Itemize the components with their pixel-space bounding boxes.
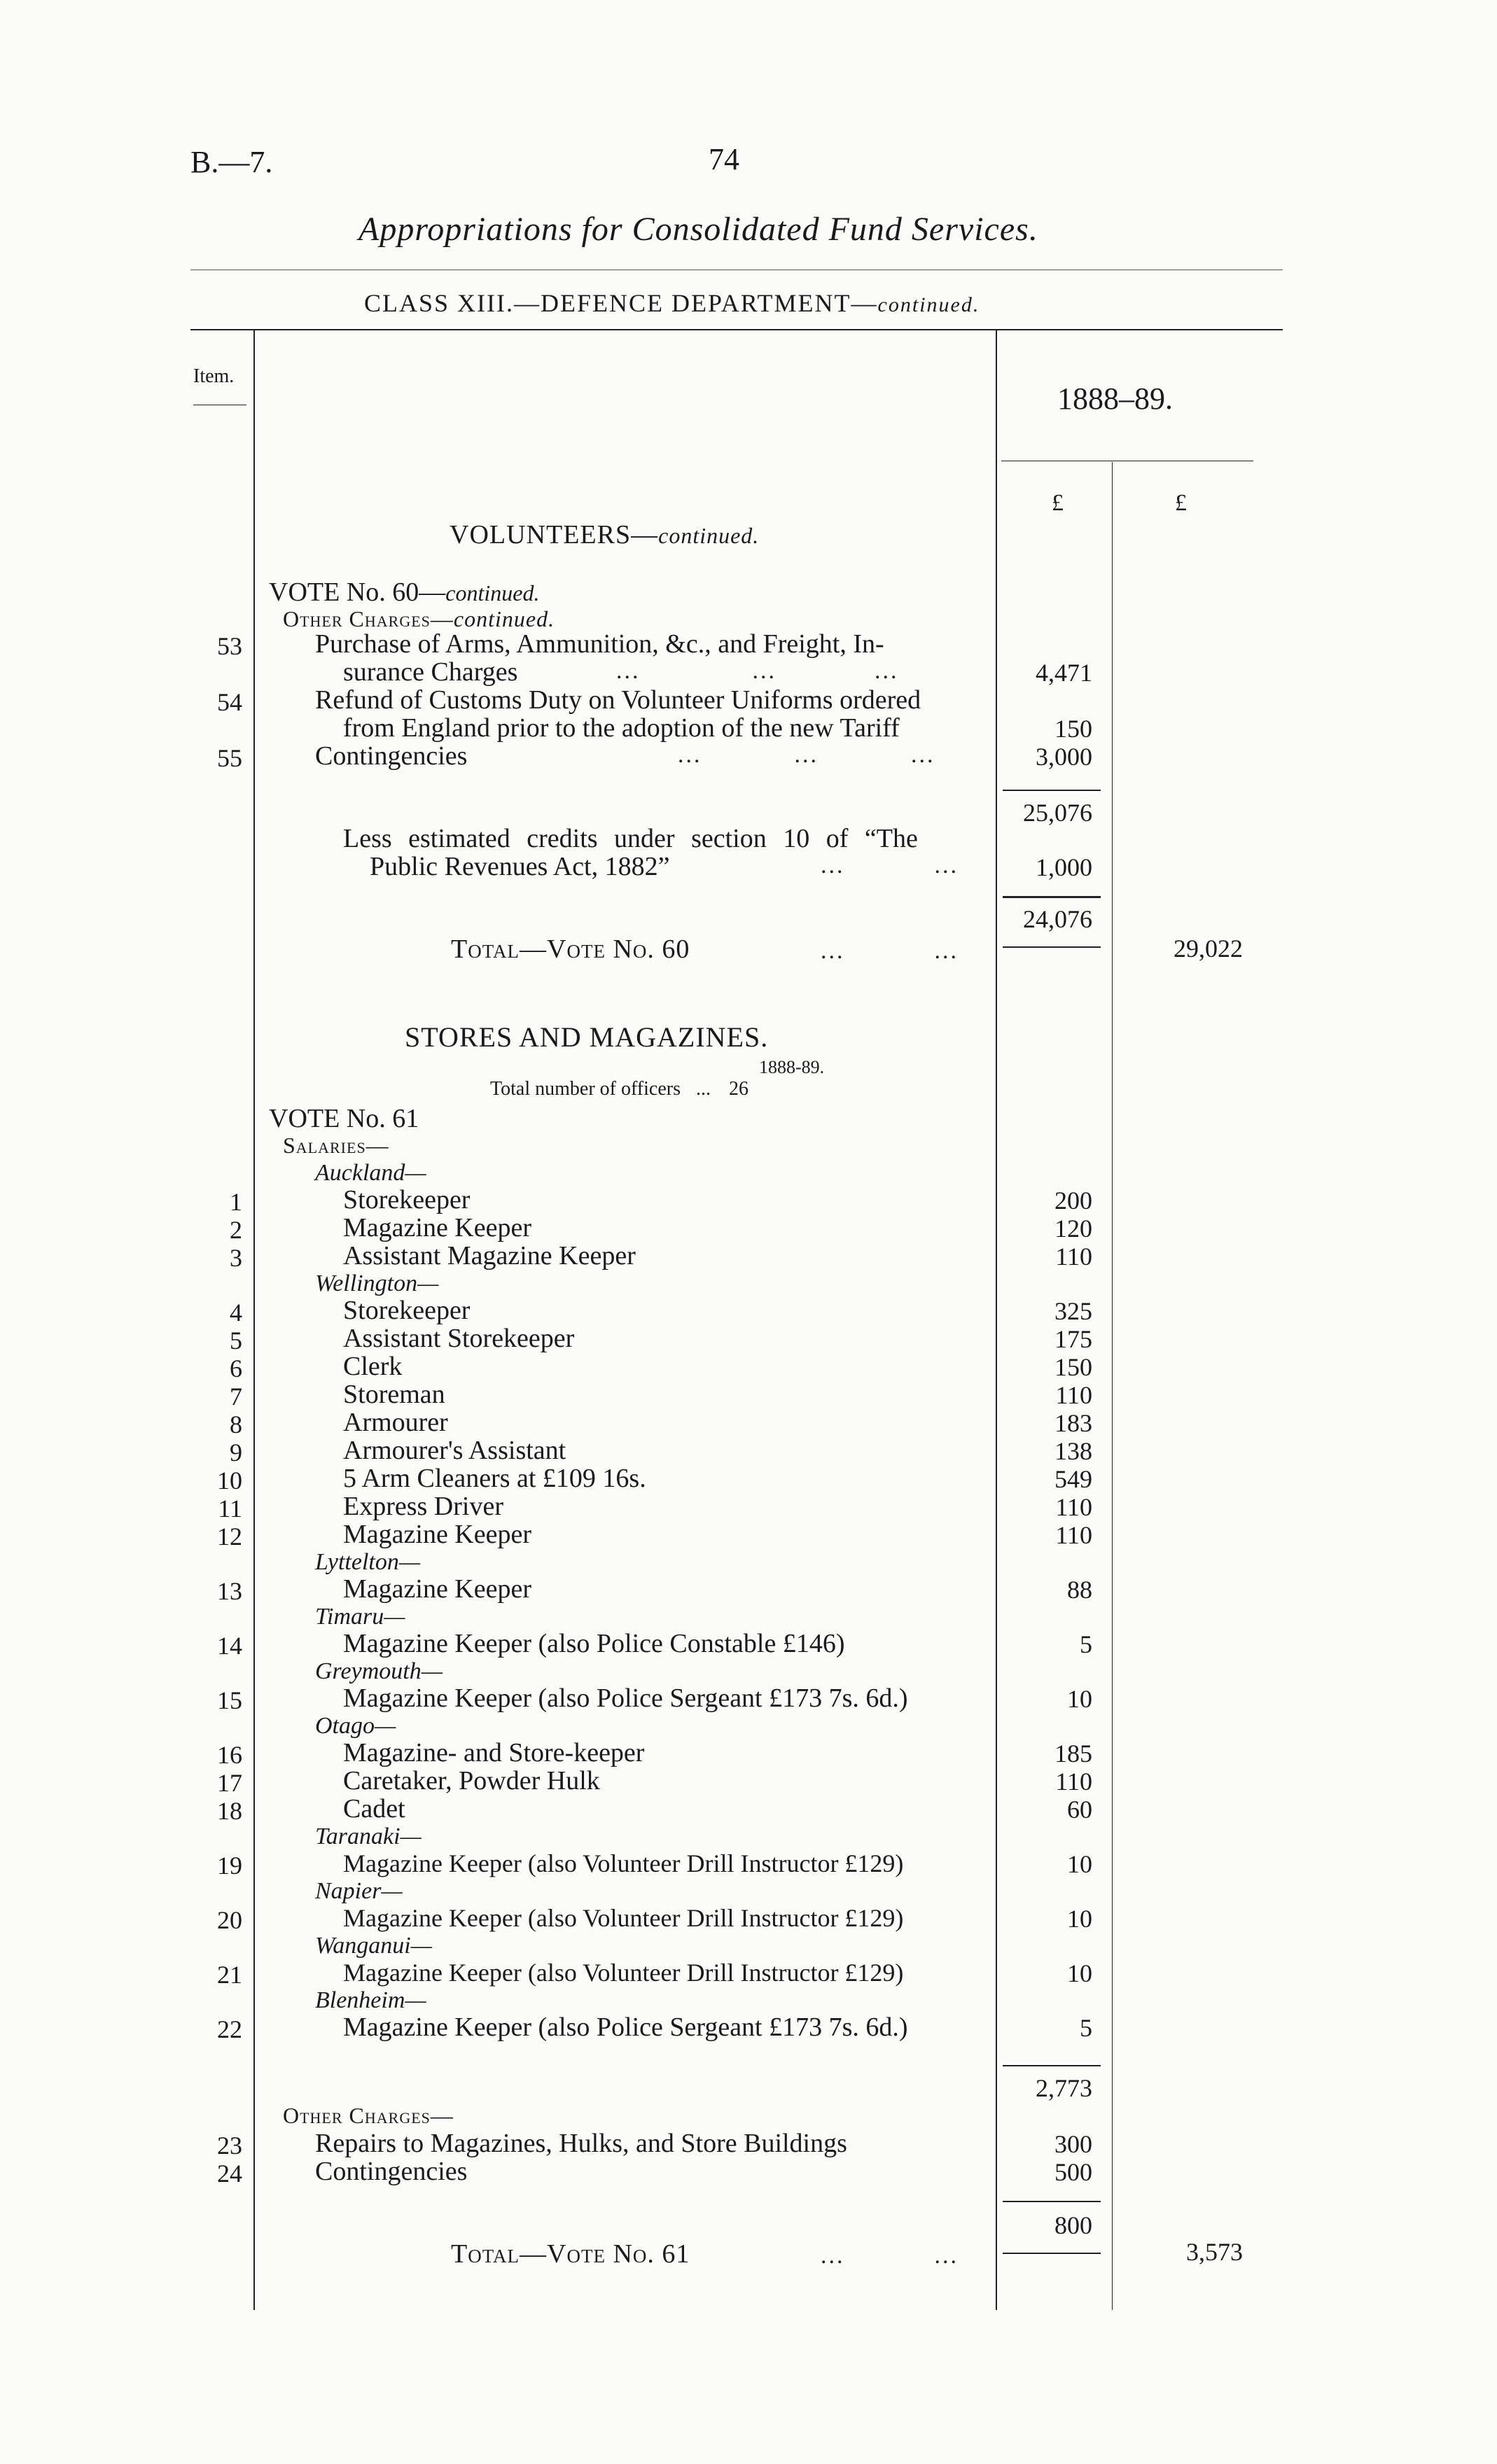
item-number: 1 [230, 1188, 242, 1216]
other-charges-heading: Other Charges—continued. [283, 606, 555, 631]
item-column-divider [253, 329, 255, 2310]
item-amount: 549 [1054, 1465, 1092, 1493]
salaries-heading: Salaries— [283, 1133, 389, 1158]
item-label: Purchase of Arms, Ammunition, &c., and Freight, In- [315, 629, 884, 659]
item-amount: 185 [1054, 1740, 1092, 1768]
item-label: Cadet [343, 1794, 405, 1823]
item-number: 24 [217, 2160, 242, 2188]
sum-rule [1003, 2253, 1101, 2254]
section-heading-volunteers: VOLUNTEERS—continued. [450, 520, 760, 550]
item-amount: 10 [1067, 1959, 1092, 1987]
leader-dots: ... ... [821, 853, 959, 878]
sum-rule [1003, 896, 1101, 898]
item-label: Magazine Keeper [343, 1520, 532, 1549]
item-number: 7 [230, 1382, 242, 1410]
item-number: 20 [217, 1906, 242, 1934]
table-top-rule [190, 329, 1283, 330]
other-charges-heading: Other Charges— [283, 2103, 454, 2128]
item-number: 23 [217, 2132, 242, 2160]
item-number: 5 [230, 1326, 242, 1354]
item-amount: 150 [1054, 1353, 1092, 1381]
item-amount: 175 [1054, 1325, 1092, 1353]
item-number: 17 [217, 1769, 242, 1797]
item-label: 5 Arm Cleaners at £109 16s. [343, 1464, 646, 1493]
vote-61-heading: VOTE No. 61 [269, 1104, 419, 1133]
group-label: Wellington— [315, 1270, 439, 1296]
leader-dots: ... ... ... [616, 658, 899, 684]
item-label: Magazine Keeper (also Police Constable £146) [343, 1629, 845, 1658]
item-number: 11 [218, 1494, 242, 1522]
item-number: 55 [217, 744, 242, 772]
item-label: Express Driver [343, 1492, 503, 1521]
page-ref: B.—7. [190, 145, 273, 179]
salaries-total: 2,773 [1036, 2074, 1092, 2102]
item-number: 13 [217, 1577, 242, 1605]
item-amount: 5 [1080, 2014, 1092, 2042]
item-number: 9 [230, 1438, 242, 1466]
item-label: surance Charges [343, 657, 518, 687]
item-amount: 183 [1054, 1409, 1092, 1437]
group-label: Otago— [315, 1713, 396, 1739]
vote-61-total: 3,573 [1186, 2238, 1243, 2266]
item-number: 21 [217, 1961, 242, 1989]
item-number: 6 [230, 1354, 242, 1382]
item-label: Storeman [343, 1380, 445, 1409]
item-number: 19 [217, 1851, 242, 1879]
item-amount: 150 [1054, 715, 1092, 743]
page-number: 74 [709, 142, 739, 176]
group-label: Greymouth— [315, 1658, 443, 1684]
item-label: Repairs to Magazines, Hulks, and Store Buildings [315, 2129, 847, 2158]
leader-dots: ... ... [821, 2243, 959, 2269]
item-header: Item. [193, 365, 235, 387]
year-header: 1888–89. [1057, 382, 1173, 416]
item-number: 16 [217, 1741, 242, 1769]
item-number: 12 [217, 1522, 242, 1550]
currency-header-1: £ [1052, 490, 1064, 516]
item-amount: 110 [1055, 1768, 1092, 1795]
item-label: Assistant Magazine Keeper [343, 1241, 636, 1270]
item-number: 14 [217, 1632, 242, 1660]
item-amount: 10 [1067, 1905, 1092, 1933]
item-label: from England prior to the adoption of the new Tariff [343, 713, 900, 743]
item-label: Armourer's Assistant [343, 1436, 566, 1465]
item-amount: 120 [1054, 1214, 1092, 1242]
item-label: Refund of Customs Duty on Volunteer Uniforms ordered [315, 685, 921, 715]
item-amount: 110 [1055, 1521, 1092, 1549]
currency-header-2: £ [1175, 490, 1187, 516]
item-number: 4 [230, 1298, 242, 1326]
group-label: Auckland— [315, 1160, 426, 1186]
group-label: Taranaki— [315, 1823, 422, 1849]
item-number: 18 [217, 1797, 242, 1825]
item-label: Clerk [343, 1352, 403, 1381]
item-amount: 3,000 [1036, 743, 1092, 771]
item-label: Magazine Keeper (also Volunteer Drill Instructor £129) [343, 1904, 904, 1932]
vote-60-total-label: Total—Vote No. 60 [451, 934, 690, 964]
item-amount: 5 [1080, 1630, 1092, 1658]
group-label: Lyttelton— [315, 1549, 421, 1575]
item-amount: 325 [1054, 1297, 1092, 1325]
sum-rule [1003, 790, 1101, 791]
item-label: Assistant Storekeeper [343, 1324, 575, 1353]
sum-rule [1003, 2201, 1101, 2202]
vote-60-heading: VOTE No. 60—continued. [269, 578, 540, 607]
item-number: 3 [230, 1244, 242, 1272]
item-label: Contingencies [315, 741, 468, 771]
group-label: Napier— [315, 1878, 403, 1904]
section-heading-stores: STORES AND MAGAZINES. [405, 1021, 769, 1053]
item-amount: 60 [1067, 1795, 1092, 1823]
item-amount: 10 [1067, 1685, 1092, 1713]
item-amount: 88 [1067, 1576, 1092, 1604]
sum-rule [1003, 2065, 1101, 2066]
item-amount: 110 [1055, 1381, 1092, 1409]
leader-dots: ... ... [821, 938, 959, 964]
item-amount: 10 [1067, 1850, 1092, 1878]
item-amount: 4,471 [1036, 659, 1092, 687]
item-label: Contingencies [315, 2157, 468, 2186]
subtotal-amount: 25,076 [1023, 799, 1092, 827]
amount-column-divider [996, 329, 997, 2310]
subcolumn-divider [1112, 462, 1113, 2310]
less-credits-amount: 1,000 [1036, 853, 1092, 881]
item-amount: 110 [1055, 1493, 1092, 1521]
item-label: Storekeeper [343, 1296, 471, 1325]
item-label: Armourer [343, 1408, 448, 1437]
vote-61-total-label: Total—Vote No. 61 [451, 2239, 690, 2269]
item-number: 8 [230, 1410, 242, 1438]
group-label: Wanganui— [315, 1933, 432, 1959]
item-amount: 200 [1054, 1186, 1092, 1214]
item-amount: 138 [1054, 1437, 1092, 1465]
other-charges-total: 800 [1054, 2211, 1092, 2239]
item-label: Magazine Keeper (also Police Sergeant £173 7s. 6d.) [343, 1684, 908, 1713]
group-label: Timaru— [315, 1604, 405, 1630]
item-label: Magazine Keeper [343, 1213, 532, 1242]
officers-year: 1888-89. [759, 1057, 825, 1077]
item-label: Magazine Keeper (also Police Sergeant £173 7s. 6d.) [343, 2012, 908, 2042]
page-title: Appropriations for Consolidated Fund Services. [358, 211, 1038, 248]
net-amount: 24,076 [1023, 905, 1092, 933]
item-number: 22 [217, 2015, 242, 2043]
less-credits-label: Public Revenues Act, 1882” [370, 852, 670, 881]
item-label: Magazine Keeper (also Volunteer Drill Instructor £129) [343, 1849, 904, 1877]
item-number: 53 [217, 632, 242, 660]
item-amount: 110 [1055, 1242, 1092, 1270]
sum-rule [1003, 946, 1101, 948]
leader-dots: ... ... ... [678, 742, 935, 768]
class-heading: CLASS XIII.—DEFENCE DEPARTMENT—continued. [364, 289, 980, 317]
item-label: Storekeeper [343, 1185, 471, 1214]
officers-label: Total number of officers ... 26 [490, 1078, 748, 1100]
less-credits-label: Less estimated credits under section 10 of “The [343, 824, 918, 853]
item-label: Magazine- and Store-keeper [343, 1738, 645, 1768]
item-label: Magazine Keeper [343, 1574, 532, 1604]
item-label: Caretaker, Powder Hulk [343, 1766, 600, 1795]
item-number: 2 [230, 1216, 242, 1244]
item-number: 15 [217, 1686, 242, 1714]
item-amount: 300 [1054, 2130, 1092, 2158]
group-label: Blenheim— [315, 1987, 426, 2013]
item-number: 10 [217, 1466, 242, 1494]
vote-60-total: 29,022 [1174, 934, 1243, 962]
item-amount: 500 [1054, 2158, 1092, 2186]
item-label: Magazine Keeper (also Volunteer Drill Instructor £129) [343, 1959, 904, 1987]
item-number: 54 [217, 688, 242, 716]
